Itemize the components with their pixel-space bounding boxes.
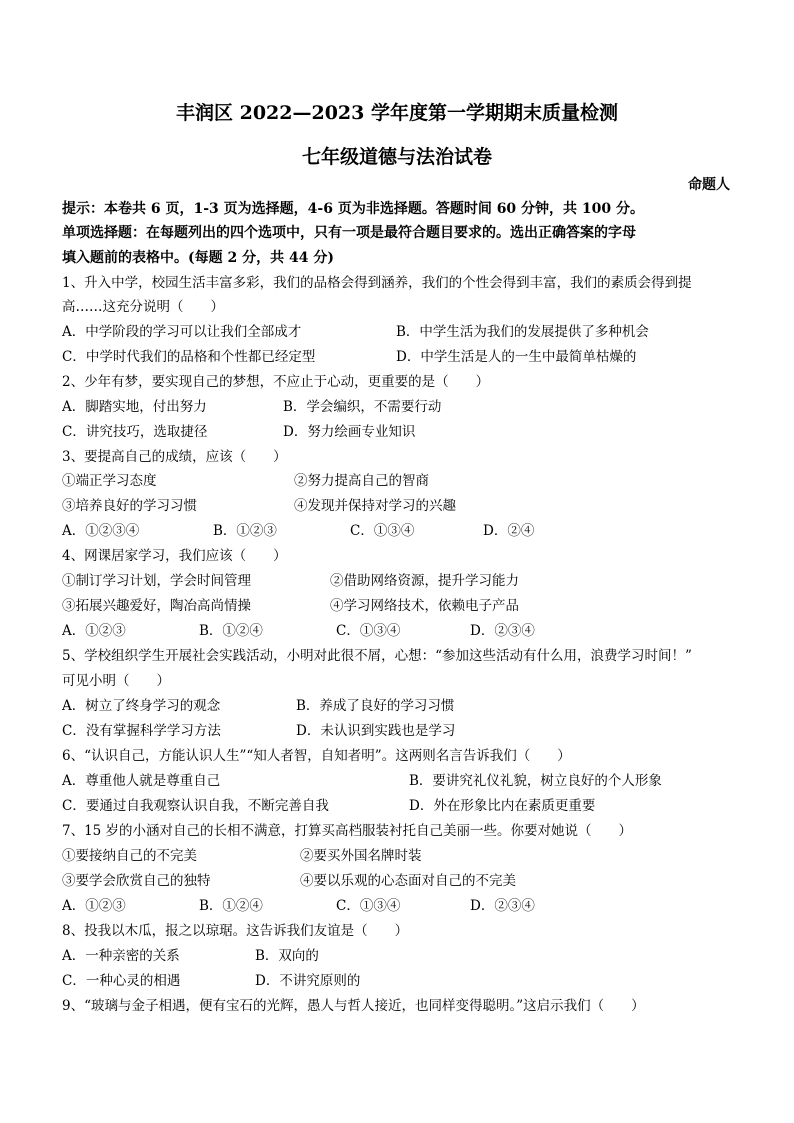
question-4-statement-2: ②借助网络资源，提升学习能力 — [330, 573, 519, 589]
question-6-option-d: D．外在形象比内在素质更重要 — [409, 798, 596, 814]
question-3-option-d: D．②④ — [483, 523, 535, 539]
question-8-option-d: D．不讲究原则的 — [255, 973, 361, 989]
question-5-option-d: D．未认识到实践也是学习 — [296, 723, 456, 739]
question-2-option-c: C．讲究技巧，选取捷径 — [62, 424, 208, 440]
question-6-option-a: A．尊重他人就是尊重自己 — [62, 773, 221, 789]
question-1-option-c: C．中学时代我们的品格和个性都已经定型 — [62, 349, 316, 365]
question-2-option-d: D．努力绘画专业知识 — [283, 424, 416, 440]
author-label: 命题人 — [688, 177, 730, 193]
question-1-option-d: D．中学生活是人的一生中最简单枯燥的 — [396, 349, 637, 365]
exam-tip: 提示：本卷共 6 页，1-3 页为选择题，4-6 页为非选择题。答题时间 60 分钟，共 100 分。 — [62, 201, 645, 217]
question-7-statement-2: ②要买外国名牌时装 — [300, 848, 422, 864]
question-8-option-a: A．一种亲密的关系 — [62, 948, 180, 964]
question-3-option-c: C．①③④ — [350, 523, 415, 539]
question-3-statement-4: ④发现并保持对学习的兴趣 — [294, 498, 456, 514]
question-4-statement-4: ④学习网络技术，依赖电子产品 — [330, 598, 519, 614]
question-8-stem: 8、投我以木瓜，报之以琼琚。这告诉我们友谊是（ ） — [62, 923, 409, 939]
question-7-stem: 7、15 岁的小涵对自己的长相不满意，打算买高档服装衬托自己美丽一些。你要对她说（ ） — [62, 823, 633, 839]
question-6-stem: 6、“认识自己，方能认识人生”“知人者智，自知者明”。这两则名言告诉我们（ ） — [62, 748, 571, 764]
question-1-stem-line2: 高……这充分说明（ ） — [62, 299, 224, 315]
question-5-option-c: C．没有掌握科学学习方法 — [62, 723, 221, 739]
question-6-option-c: C．要通过自我观察认识自我，不断完善自我 — [62, 798, 329, 814]
section-instruction-line2: 填入题前的表格中。(每题 2 分，共 44 分) — [62, 250, 334, 266]
question-7-option-a: A．①②③ — [62, 898, 126, 914]
question-4-stem: 4、网课居家学习，我们应该（ ） — [62, 548, 287, 564]
question-6-option-b: B．要讲究礼仪礼貌，树立良好的个人形象 — [409, 773, 662, 789]
question-3-stem: 3、要提高自己的成绩，应该（ ） — [62, 449, 287, 465]
question-4-option-b: B．①②④ — [199, 623, 263, 639]
question-2-option-b: B．学会编织，不需要行动 — [283, 399, 442, 415]
question-4-option-d: D．②③④ — [470, 623, 535, 639]
question-8-option-b: B．双向的 — [255, 948, 319, 964]
question-5-stem-line2: 可见小明（ ） — [62, 673, 170, 689]
question-4-statement-3: ③拓展兴趣爱好，陶冶高尚情操 — [62, 598, 251, 614]
question-3-option-a: A．①②③④ — [62, 523, 140, 539]
question-8-option-c: C．一种心灵的相遇 — [62, 973, 181, 989]
question-7-option-b: B．①②④ — [199, 898, 263, 914]
question-1-stem-line1: 1、升入中学，校园生活丰富多彩，我们的品格会得到涵养，我们的个性会得到丰富，我们的素质会得到提 — [62, 275, 692, 291]
question-3-option-b: B．①②③ — [213, 523, 277, 539]
question-7-statement-3: ③要学会欣赏自己的独特 — [62, 873, 211, 889]
question-2-stem: 2、少年有梦，要实现自己的梦想，不应止于心动，更重要的是（ ） — [62, 374, 490, 390]
question-3-statement-1: ①端正学习态度 — [62, 473, 157, 489]
question-1-option-b: B．中学生活为我们的发展提供了多种机会 — [396, 324, 649, 340]
question-4-option-c: C．①③④ — [336, 623, 401, 639]
question-7-option-d: D．②③④ — [470, 898, 535, 914]
question-7-option-c: C．①③④ — [336, 898, 401, 914]
question-4-option-a: A．①②③ — [62, 623, 126, 639]
question-1-option-a: A．中学阶段的学习可以让我们全部成才 — [62, 324, 302, 340]
question-5-option-b: B．养成了良好的学习习惯 — [296, 698, 455, 714]
question-7-statement-4: ④要以乐观的心态面对自己的不完美 — [300, 873, 516, 889]
exam-title: 丰润区 2022—2023 学年度第一学期期末质量检测 — [176, 102, 618, 124]
exam-subtitle: 七年级道德与法治试卷 — [301, 146, 492, 168]
question-3-statement-3: ③培养良好的学习习惯 — [62, 498, 197, 514]
question-4-statement-1: ①制订学习计划，学会时间管理 — [62, 573, 251, 589]
section-instruction-line1: 单项选择题：在每题列出的四个选项中，只有一项是最符合题目要求的。选出正确答案的字母 — [62, 225, 636, 241]
question-5-option-a: A．树立了终身学习的观念 — [62, 698, 221, 714]
question-9-stem: 9、“玻璃与金子相遇，便有宝石的光辉，愚人与哲人接近，也同样变得聪明。”这启示我们（ ） — [62, 998, 645, 1014]
question-5-stem-line1: 5、学校组织学生开展社会实践活动，小明对此很不屑，心想：“参加这些活动有什么用，浪费学习时间！” — [62, 648, 692, 664]
question-2-option-a: A．脚踏实地，付出努力 — [62, 399, 207, 415]
question-3-statement-2: ②努力提高自己的智商 — [294, 473, 429, 489]
question-7-statement-1: ①要接纳自己的不完美 — [62, 848, 197, 864]
